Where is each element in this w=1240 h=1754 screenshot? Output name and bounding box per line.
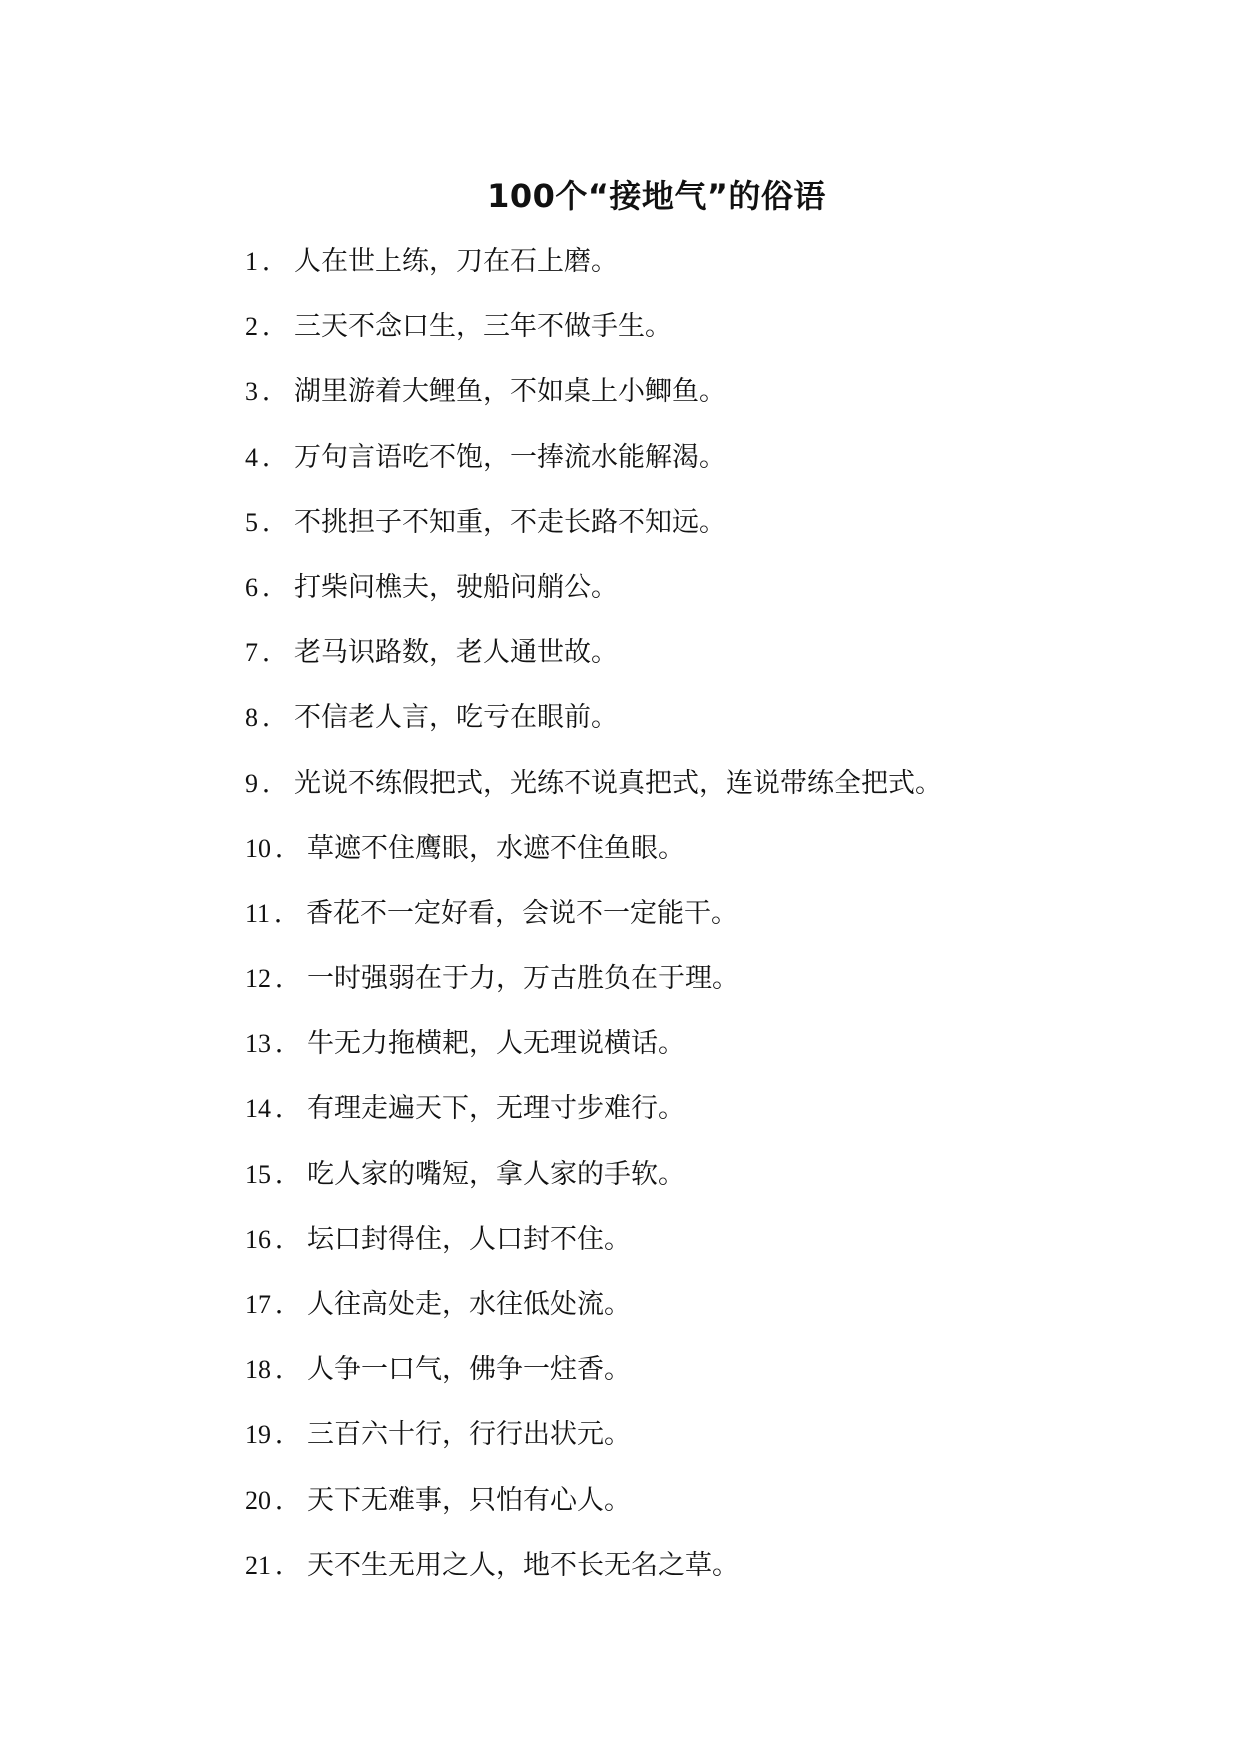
item-separator: ． xyxy=(275,833,302,863)
list-item xyxy=(245,1153,942,1218)
list-item xyxy=(245,1022,942,1087)
item-separator: ． xyxy=(275,1355,302,1385)
item-text: 光说不练假把式，光练不说真把式，连说带练全把式。 xyxy=(294,767,943,799)
list-item xyxy=(245,370,942,435)
item-text: 不挑担子不知重，不走长路不知远。 xyxy=(294,506,727,538)
item-number: 19 xyxy=(245,1420,271,1450)
item-number: 2 xyxy=(245,312,258,342)
list-item xyxy=(245,305,942,370)
item-text: 人争一口气，佛争一炷香。 xyxy=(307,1354,632,1386)
list-item xyxy=(245,957,942,1022)
item-separator: ． xyxy=(275,1224,302,1254)
list-item xyxy=(245,1413,942,1478)
list-item xyxy=(245,1348,942,1413)
item-separator: ． xyxy=(275,1159,302,1189)
item-text: 有理走遍天下，无理寸步难行。 xyxy=(307,1093,686,1125)
item-number: 13 xyxy=(245,1029,271,1059)
item-separator: ． xyxy=(275,1290,302,1319)
item-number: 16 xyxy=(245,1224,271,1254)
list-item xyxy=(245,436,942,501)
list-item xyxy=(245,501,942,566)
item-number: 8 xyxy=(245,703,258,733)
item-separator: ． xyxy=(275,1420,302,1450)
list-item xyxy=(245,827,942,892)
item-number: 14 xyxy=(245,1094,271,1124)
list-item xyxy=(245,240,942,305)
item-separator: ． xyxy=(275,1550,302,1580)
item-number: 5 xyxy=(245,507,258,537)
item-text: 不信老人言，吃亏在眼前。 xyxy=(294,702,619,734)
item-text: 天不生无用之人，地不长无名之草。 xyxy=(307,1549,740,1581)
list-item xyxy=(245,696,942,761)
item-separator: ． xyxy=(262,768,289,798)
item-separator: ． xyxy=(275,1094,302,1124)
page-title: 100个“接地气”的俗语 xyxy=(487,177,826,215)
item-text: 香花不一定好看，会说不一定能干。 xyxy=(306,897,739,929)
list-item xyxy=(245,1218,942,1283)
item-separator: ． xyxy=(275,964,302,994)
item-text: 草遮不住鹰眼，水遮不住鱼眼。 xyxy=(307,832,686,864)
item-text: 天下无难事，只怕有心人。 xyxy=(307,1484,632,1516)
item-separator: ． xyxy=(274,898,301,928)
item-separator: ． xyxy=(262,507,289,537)
item-text: 一时强弱在于力，万古胜负在于理。 xyxy=(307,963,740,995)
item-separator: ． xyxy=(275,1485,302,1515)
item-separator: ． xyxy=(262,442,289,472)
item-text: 老马识路数，老人通世故。 xyxy=(294,637,619,669)
item-text: 三天不念口生，三年不做手生。 xyxy=(294,311,673,343)
item-number: 15 xyxy=(245,1159,271,1189)
item-separator: ． xyxy=(262,638,289,668)
list-item xyxy=(245,892,942,957)
item-text: 湖里游着大鲤鱼，不如桌上小鲫鱼。 xyxy=(294,376,727,408)
item-number: 12 xyxy=(245,964,271,994)
list-item xyxy=(245,762,942,827)
item-number: 6 xyxy=(245,572,258,602)
list-item xyxy=(245,1479,942,1544)
list-item xyxy=(245,1544,942,1609)
item-text: 人在世上练，刀在石上磨。 xyxy=(294,246,619,277)
item-text: 吃人家的嘴短，拿人家的手软。 xyxy=(307,1158,686,1190)
item-separator: ． xyxy=(262,312,289,342)
item-separator: ． xyxy=(262,703,289,733)
item-number: 10 xyxy=(245,833,271,863)
item-separator: ． xyxy=(262,247,289,276)
item-number: 1 xyxy=(245,247,258,276)
list-item xyxy=(245,1087,942,1152)
item-text: 牛无力拖横耙，人无理说横话。 xyxy=(307,1028,686,1060)
item-text: 打柴问樵夫，驶船问艄公。 xyxy=(294,571,619,603)
item-text: 万句言语吃不饱，一捧流水能解渴。 xyxy=(294,441,727,473)
item-number: 11 xyxy=(245,898,271,928)
list-item xyxy=(245,631,942,696)
item-text: 人往高处走，水往低处流。 xyxy=(307,1289,632,1320)
item-separator: ． xyxy=(262,377,289,407)
item-number: 3 xyxy=(245,377,258,407)
item-text: 三百六十行，行行出状元。 xyxy=(307,1419,632,1451)
proverb-list xyxy=(245,240,942,1609)
item-number: 20 xyxy=(245,1485,271,1515)
item-number: 18 xyxy=(245,1355,271,1385)
item-number: 4 xyxy=(245,442,258,472)
item-number: 17 xyxy=(245,1290,271,1319)
item-number: 9 xyxy=(245,768,258,798)
item-separator: ． xyxy=(262,572,289,602)
list-item xyxy=(245,566,942,631)
item-separator: ． xyxy=(275,1029,302,1059)
list-item xyxy=(245,1283,942,1348)
item-text: 坛口封得住，人口封不住。 xyxy=(307,1223,632,1255)
item-number: 21 xyxy=(245,1550,271,1580)
item-number: 7 xyxy=(245,638,258,668)
